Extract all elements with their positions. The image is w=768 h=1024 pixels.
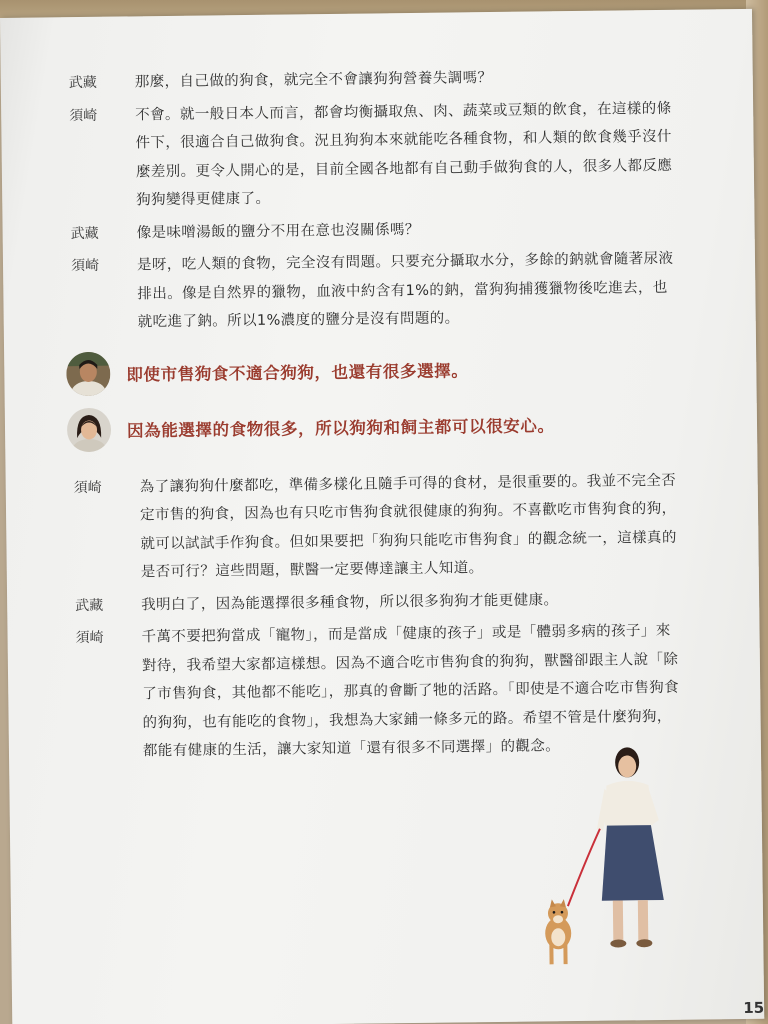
- page-number: 15: [743, 998, 765, 1017]
- dialog-entry: [64, 212, 674, 248]
- section-heading: [66, 344, 676, 395]
- speaker-label: 須崎: [75, 629, 104, 647]
- dialog-text: 那麼，自己做的狗食，就完全不會讓狗狗營養失調嗎？: [134, 69, 493, 91]
- speaker-label: 須崎: [69, 107, 98, 124]
- section-heading: [67, 400, 677, 451]
- speaker-label: 武藏: [70, 225, 99, 242]
- dialog-section-top: [63, 62, 682, 771]
- speaker-label: 須崎: [73, 479, 102, 496]
- man-avatar: [66, 351, 111, 396]
- dialog-text: 為了讓狗狗什麼都吃，準備多樣化且隨手可得的食材，是很重要的。我並不完全否定市售的狗食，因為也有只吃市售狗食就很健康的狗狗。不喜歡吃市售狗食的狗，就可以試試手作狗食。但如果要把「狗狗只能吃市售狗食」的觀念統一，這樣真的是否可行？這些問題，獸醫一定要傳達讓主人知道。: [139, 472, 677, 581]
- dialog-text: 不會。就一般日本人而言，都會均衡攝取魚、肉、蔬菜或豆類的飲食，在這樣的條件下，很適合自己做狗食。況且狗狗本來就能吃各種食物，和人類的飲食幾乎沒什麼差別。更令人開心的是，目前全國各地都有自己動手做狗食的人，很多人都反應狗狗變得更健康了。: [135, 100, 673, 209]
- dialog-text: 千萬不要把狗當成「寵物」，而是當成「健康的孩子」或是「體弱多病的孩子」來對待，我希望大家都這樣想。因為不適合吃市售狗食的狗狗，獸醫卻跟主人說「除了市售狗食，其他都不能吃」，那真的會斷了牠的活路。「即使是不適合吃市售狗食的狗狗，也有能吃的食物」，我想為大家鋪一條多元的路。希望不管是什麼狗狗，都能有健康的生活，讓大家知道「還有很多不同選擇」的觀念。: [141, 622, 680, 760]
- dialog-entry: [63, 62, 673, 98]
- dialog-entry: [68, 466, 679, 587]
- speaker-label: 武藏: [68, 74, 97, 92]
- heading-text: 即使市售狗食不適合狗狗，也還有很多選擇。: [126, 360, 469, 384]
- dialog-text: 是呀，吃人類的食物，完全沒有問題。只要充分攝取水分，多餘的鈉就會隨著尿液排出。像是自然界的獵物，血液中約含有1%的鈉，當狗狗捕獲獵物後吃進去，也就吃進了鈉。所以1%濃度的鹽分是沒有問題的。: [136, 250, 674, 331]
- dialog-text: 我明白了，因為能選擇很多種食物，所以很多狗狗才能更健康。: [141, 591, 559, 613]
- speaker-label: 武藏: [75, 597, 104, 614]
- speaker-label: 須崎: [70, 257, 100, 275]
- heading-text: 因為能選擇的食物很多，所以狗狗和飼主都可以很安心。: [126, 415, 555, 440]
- book-page: [0, 9, 764, 1024]
- dialog-entry: [65, 245, 676, 338]
- woman-walking-dog-photo: [534, 740, 687, 972]
- dialog-entry: [63, 94, 674, 215]
- woman-avatar: [67, 407, 112, 452]
- dialog-entry: [69, 584, 679, 620]
- dialog-text: 像是味噌湯飯的鹽分不用在意也沒關係嗎？: [136, 221, 420, 241]
